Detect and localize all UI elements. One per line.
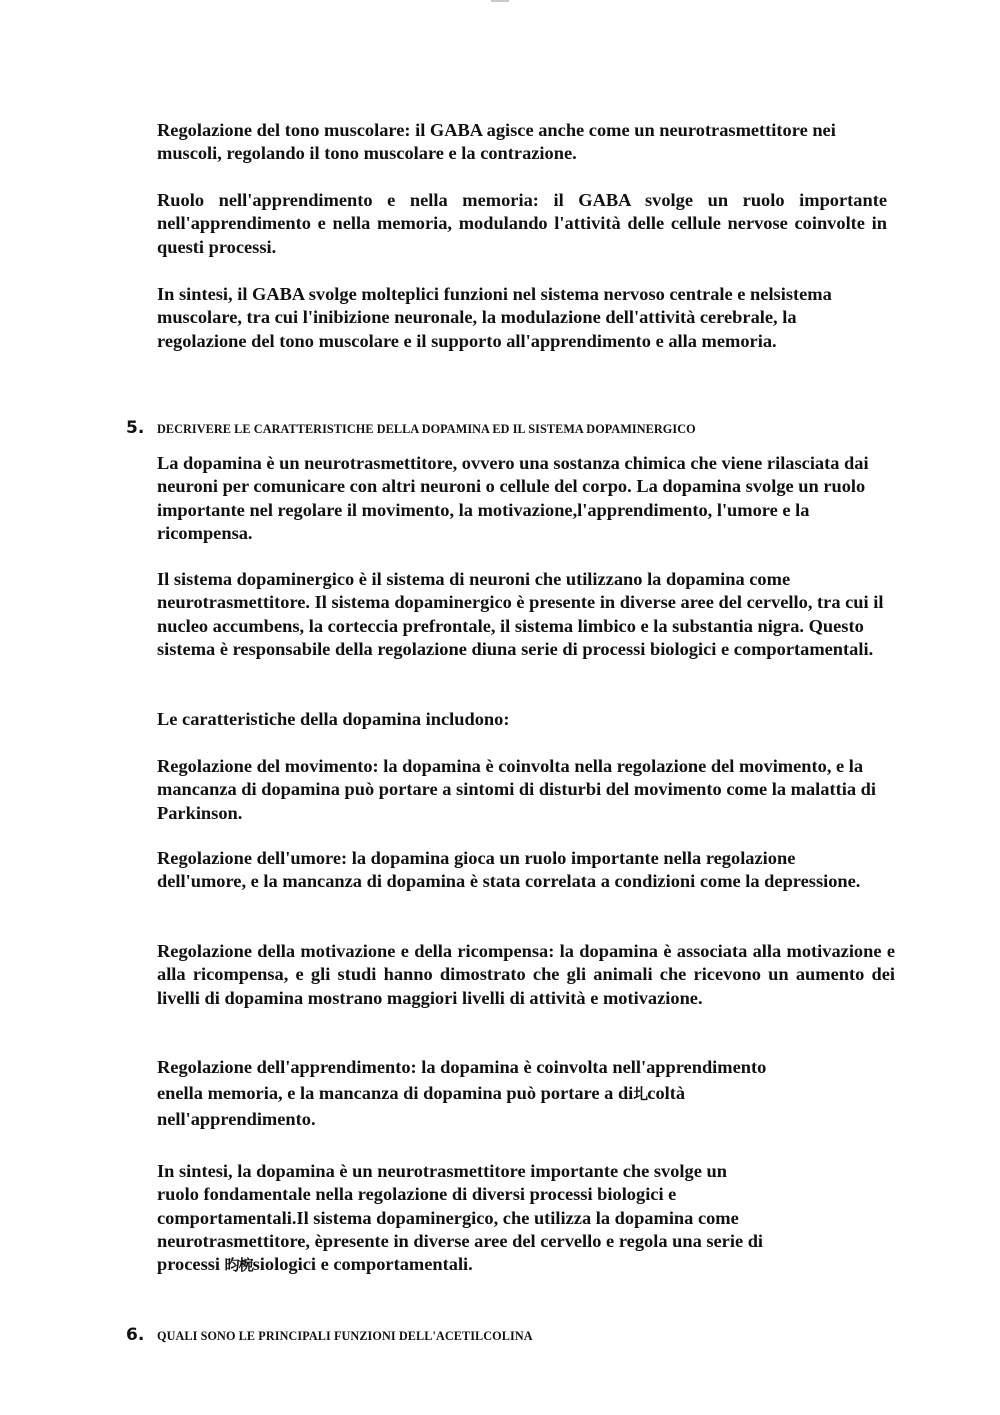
text-line <box>157 1253 887 1277</box>
paragraph-characteristics-intro: Le caratteristiche della dopamina includono: <box>157 709 510 729</box>
section-title: QUALI SONO LE PRINCIPALI FUNZIONI DELL'ACETILCOLINA <box>157 1329 533 1343</box>
paragraph-learning <box>157 1056 887 1132</box>
paragraph-mood: Regolazione dell'umore: la dopamina gioca un ruolo importante nella regolazione dell'umore, e la mancanza di dopamina è stata correlata a condizioni come la depressione. <box>157 848 861 892</box>
paragraph-gaba-summary: In sintesi, il GABA svolge molteplici funzioni nel sistema nervoso centrale e nelsistema muscolare, tra cui l'inibizione neuronale, la modulazione dell'attività cerebrale, la regolazione del tono muscolare e il supporto all'apprendimento e alla memoria. <box>157 284 832 351</box>
text-line: Regolazione dell'apprendimento: la dopamina è coinvolta nell'apprendimento <box>157 1057 767 1077</box>
paragraph-dopamine-summary <box>157 1160 887 1277</box>
text-line <box>157 1079 887 1108</box>
garbled-ligature-glyph: 昀椀 <box>224 1256 253 1275</box>
text-line: neurotrasmettitore, èpresente in diverse aree del cervello e regola una serie di <box>157 1230 764 1251</box>
section-number: 5. <box>126 418 145 438</box>
text-span: coltà <box>647 1083 686 1104</box>
garbled-ligature-glyph: 圠 <box>633 1085 648 1104</box>
text-line: ruolo fondamentale nella regolazione di diversi processi biologici e <box>157 1184 677 1205</box>
text-line: nell'apprendimento. <box>157 1109 316 1130</box>
text-span: siologici e comportamentali. <box>252 1254 473 1275</box>
paragraph-muscle-tone: Regolazione del tono muscolare: il GABA agisce anche come un neurotrasmettitore nei muscoli, regolando il tono muscolare e la contrazione. <box>157 120 836 164</box>
text-line: In sintesi, la dopamina è un neurotrasmettitore importante che svolge un <box>157 1161 727 1181</box>
paragraph-motivation-reward: Regolazione della motivazione e della ricompensa: la dopamina è associata alla motivazione e alla ricompensa, e gli studi hanno dimostrato che gli animali che ricevono un aumento dei livelli di dopamina mostrano maggiori livelli di attività e motivazione. <box>157 941 895 1008</box>
paragraph-dopamine-intro: La dopamina è un neurotrasmettitore, ovvero una sostanza chimica che viene rilasciata dai neuroni per comunicare con altri neuroni o cellule del corpo. La dopamina svolge un ruolo importante nel regolare il movimento, la motivazione,l'apprendimento, l'umore e la ricompensa. <box>157 453 869 543</box>
text-line: comportamentali.Il sistema dopaminergico, che utilizza la dopamina come <box>157 1207 739 1228</box>
paragraph-learning-memory: Ruolo nell'apprendimento e nella memoria: il GABA svolge un ruolo importante nell'apprendimento e nella memoria, modulando l'attività delle cellule nervose coinvolte in questi processi. <box>157 190 887 257</box>
page-top-mark <box>491 0 509 2</box>
text-span: enella memoria, e la mancanza di dopamina può portare a di <box>157 1083 634 1104</box>
paragraph-dopaminergic-system: Il sistema dopaminergico è il sistema di neuroni che utilizzano la dopamina come neurotrasmettitore. Il sistema dopaminergico è presente in diverse aree del cervello, tra cui il nucleo accumbens, la corteccia prefrontale, il sistema limbico e la substantia nigra. Questo sistema è responsabile della regolazione diuna serie di processi biologici e comportamentali. <box>157 569 884 659</box>
paragraph-movement: Regolazione del movimento: la dopamina è coinvolta nella regolazione del movimento, e la mancanza di dopamina può portare a sintomi di disturbi del movimento come la malattia di Parkinson. <box>157 756 876 823</box>
section-number: 6. <box>126 1325 145 1345</box>
section-title: DECRIVERE LE CARATTERISTICHE DELLA DOPAMINA ED IL SISTEMA DOPAMINERGICO <box>157 422 696 436</box>
text-span: processi <box>157 1254 225 1275</box>
